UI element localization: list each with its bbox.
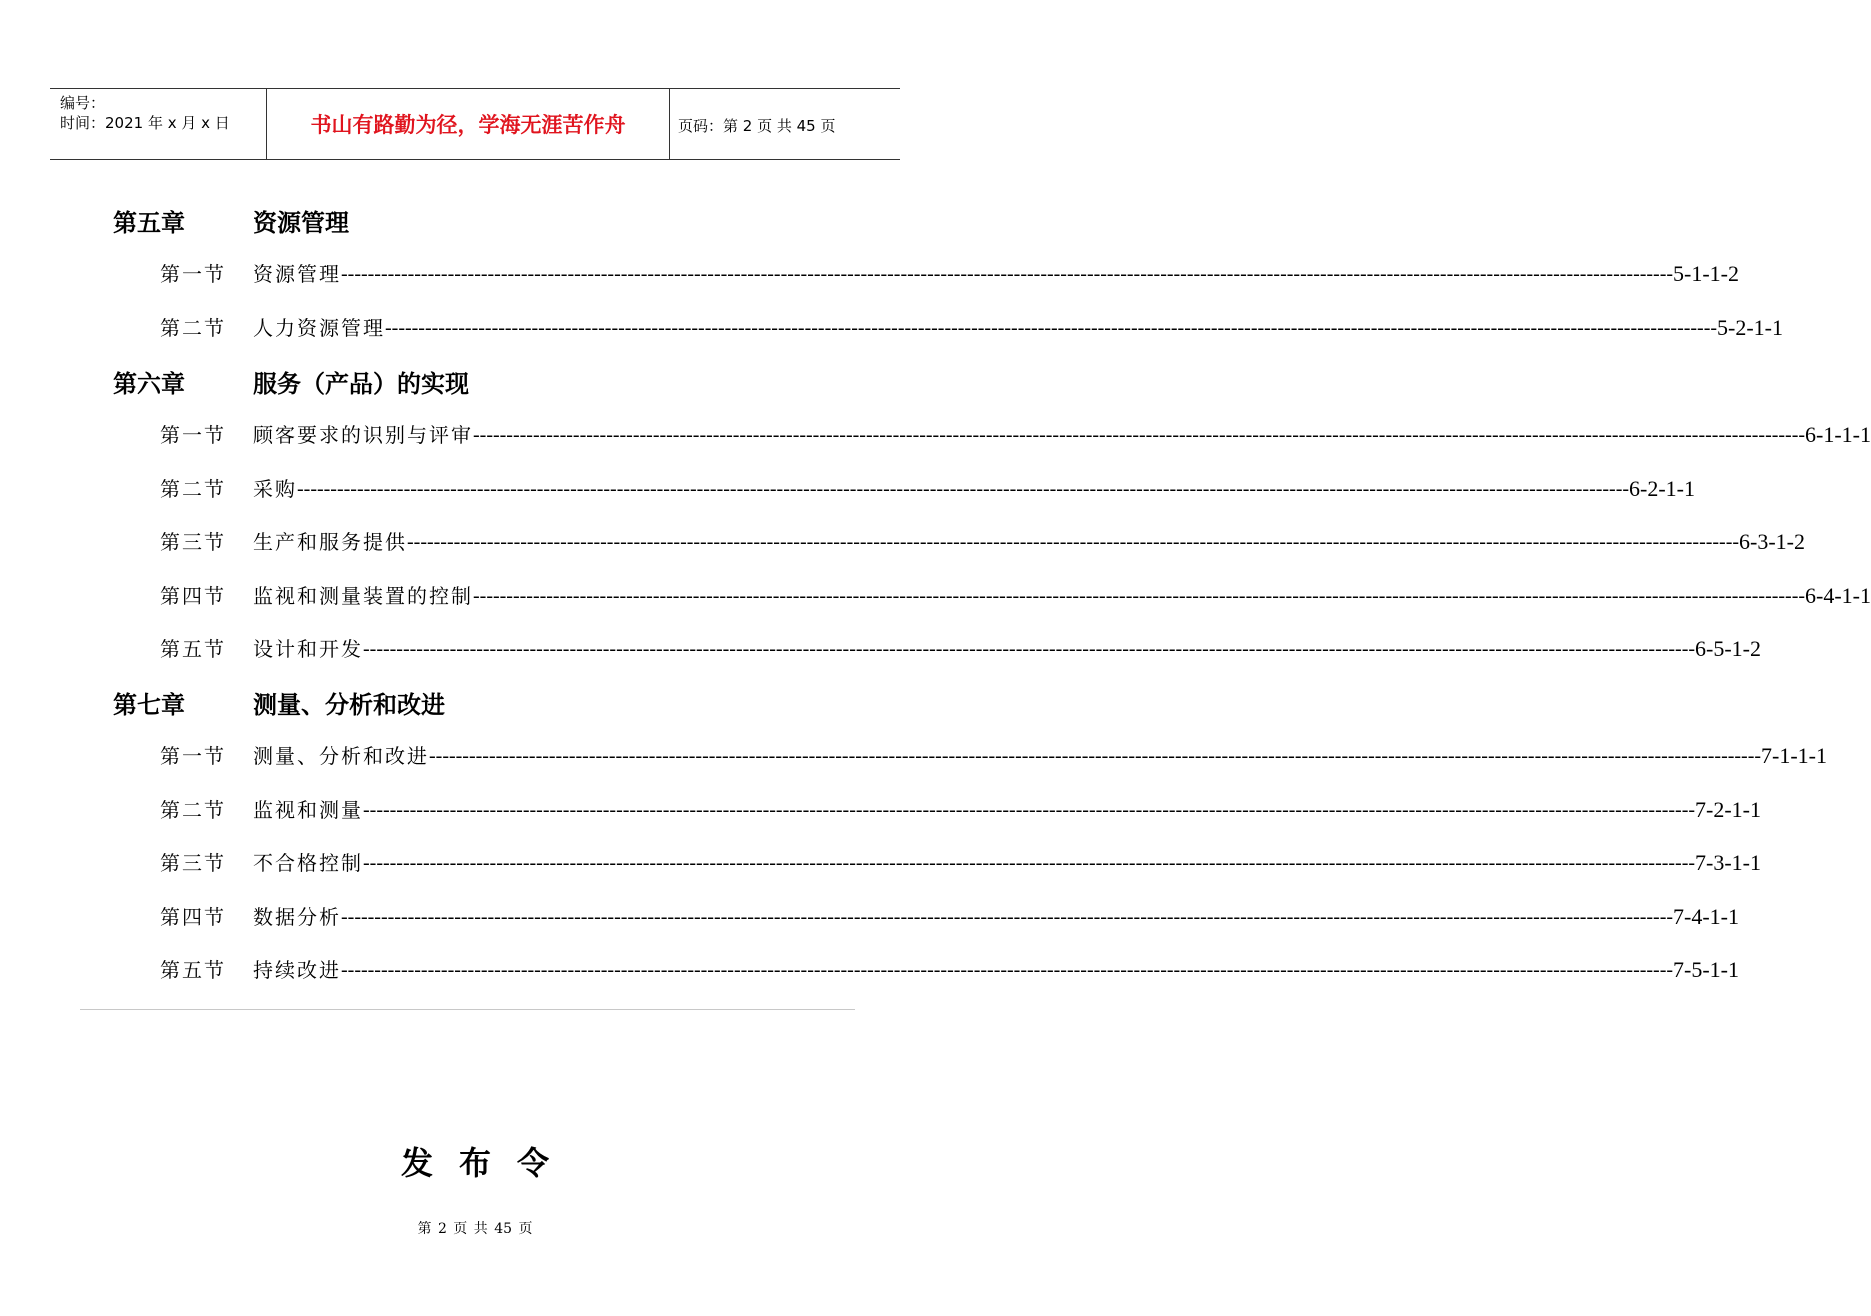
toc-entry (160, 795, 1762, 825)
toc-entry (160, 741, 1828, 771)
dot-leader: -------------------------------------------------------------------------------------------------------------------------------------------------------------------------------------------------------- (341, 959, 1674, 981)
section-divider (80, 1009, 855, 1010)
section-title: 监视和测量 (253, 797, 363, 822)
toc-entry (160, 581, 1871, 611)
section-page-number: 5-1-1-2 (1673, 261, 1740, 286)
section-page-number: 6-5-1-2 (1695, 636, 1762, 661)
toc-entry-row (253, 420, 1871, 450)
section-page-number: 6-4-1-1 (1805, 582, 1871, 608)
toc-entry-row (253, 259, 1740, 289)
section-title: 设计和开发 (253, 637, 363, 661)
section-title: 生产和服务提供 (253, 530, 407, 554)
dot-leader: -------------------------------------------------------------------------------------------------------------------------------------------------------------------------------------------------------- (297, 477, 1630, 500)
document-time: 时间：2021 年 x 月 x 日 (60, 114, 230, 132)
dot-leader: -------------------------------------------------------------------------------------------------------------------------------------------------------------------------------------------------------- (429, 745, 1762, 767)
toc-entry-row (253, 848, 1762, 878)
section-label: 第二节 (160, 315, 226, 340)
dot-leader: -------------------------------------------------------------------------------------------------------------------------------------------------------------------------------------------------------- (473, 424, 1806, 446)
section-title: 资源管理 (253, 262, 341, 286)
section-page-number: 7-3-1-1 (1695, 850, 1762, 875)
dot-leader: -------------------------------------------------------------------------------------------------------------------------------------------------------------------------------------------------------- (385, 316, 1718, 339)
toc-entry-row (253, 313, 1784, 343)
section-title: 不合格控制 (253, 851, 363, 875)
section-page-number: 7-4-1-1 (1673, 903, 1740, 929)
chapter-heading (113, 203, 349, 238)
section-label: 第一节 (160, 423, 226, 447)
toc-entry-row (253, 581, 1871, 611)
header-page-info: 页码：第 2 页 共 45 页 (678, 117, 836, 135)
chapter-label: 第六章 (113, 369, 185, 398)
section-page-number: 6-2-1-1 (1629, 475, 1696, 501)
dot-leader: -------------------------------------------------------------------------------------------------------------------------------------------------------------------------------------------------------- (363, 852, 1696, 874)
document-number-label: 编号： (60, 94, 106, 112)
section-label: 第五节 (160, 637, 226, 661)
toc-entry-row (253, 474, 1696, 504)
section-page-number: 5-2-1-1 (1717, 314, 1784, 340)
toc-entry-row (253, 634, 1762, 664)
page-footer: 第 2 页 共 45 页 (417, 1221, 533, 1237)
chapter-title: 测量、分析和改进 (253, 690, 445, 719)
toc-entry-row (253, 795, 1762, 825)
dot-leader: -------------------------------------------------------------------------------------------------------------------------------------------------------------------------------------------------------- (341, 905, 1674, 928)
chapter-heading (113, 364, 469, 399)
chapter-label: 第七章 (113, 690, 185, 719)
section-title: 监视和测量装置的控制 (253, 583, 473, 608)
toc-entry-row (253, 955, 1740, 985)
toc-entry (160, 474, 1696, 504)
section-label: 第三节 (160, 851, 226, 875)
section-page-number: 7-1-1-1 (1761, 743, 1828, 768)
chapter-heading (113, 685, 445, 720)
toc-entry (160, 313, 1784, 343)
section-title: 人力资源管理 (253, 315, 385, 340)
toc-entry (160, 634, 1762, 664)
dot-leader: -------------------------------------------------------------------------------------------------------------------------------------------------------------------------------------------------------- (473, 584, 1806, 607)
toc-entry (160, 527, 1806, 557)
chapter-label: 第五章 (113, 208, 185, 237)
header-meta (60, 93, 230, 133)
chapter-title: 资源管理 (253, 208, 349, 237)
section-label: 第四节 (160, 583, 226, 608)
section-page-number: 6-3-1-2 (1739, 529, 1806, 554)
toc-entry-row (253, 741, 1828, 771)
toc-entry-row (253, 902, 1740, 932)
section-page-number: 6-1-1-1 (1805, 422, 1871, 447)
section-page-number: 7-2-1-1 (1695, 796, 1762, 822)
dot-leader: -------------------------------------------------------------------------------------------------------------------------------------------------------------------------------------------------------- (363, 798, 1696, 821)
dot-leader: -------------------------------------------------------------------------------------------------------------------------------------------------------------------------------------------------------- (363, 638, 1696, 660)
section-label: 第五节 (160, 958, 226, 982)
decree-title: 发布令 (400, 1144, 575, 1182)
toc-entry (160, 955, 1740, 985)
chapter-title: 服务（产品）的实现 (253, 369, 469, 398)
section-title: 持续改进 (253, 958, 341, 982)
section-label: 第四节 (160, 904, 226, 929)
toc-entry (160, 259, 1740, 289)
section-label: 第二节 (160, 797, 226, 822)
section-label: 第一节 (160, 744, 226, 768)
section-page-number: 7-5-1-1 (1673, 957, 1740, 982)
section-label: 第三节 (160, 530, 226, 554)
toc-entry (160, 848, 1762, 878)
toc-entry (160, 420, 1871, 450)
section-title: 测量、分析和改进 (253, 744, 429, 768)
section-title: 采购 (253, 476, 297, 501)
toc-entry-row (253, 527, 1806, 557)
header-motto: 书山有路勤为径，学海无涯苦作舟 (266, 89, 670, 159)
dot-leader: -------------------------------------------------------------------------------------------------------------------------------------------------------------------------------------------------------- (341, 263, 1674, 285)
page-header (50, 88, 900, 160)
section-title: 顾客要求的识别与评审 (253, 423, 473, 447)
section-label: 第二节 (160, 476, 226, 501)
section-label: 第一节 (160, 262, 226, 286)
section-title: 数据分析 (253, 904, 341, 929)
toc-entry (160, 902, 1740, 932)
dot-leader: -------------------------------------------------------------------------------------------------------------------------------------------------------------------------------------------------------- (407, 531, 1740, 553)
